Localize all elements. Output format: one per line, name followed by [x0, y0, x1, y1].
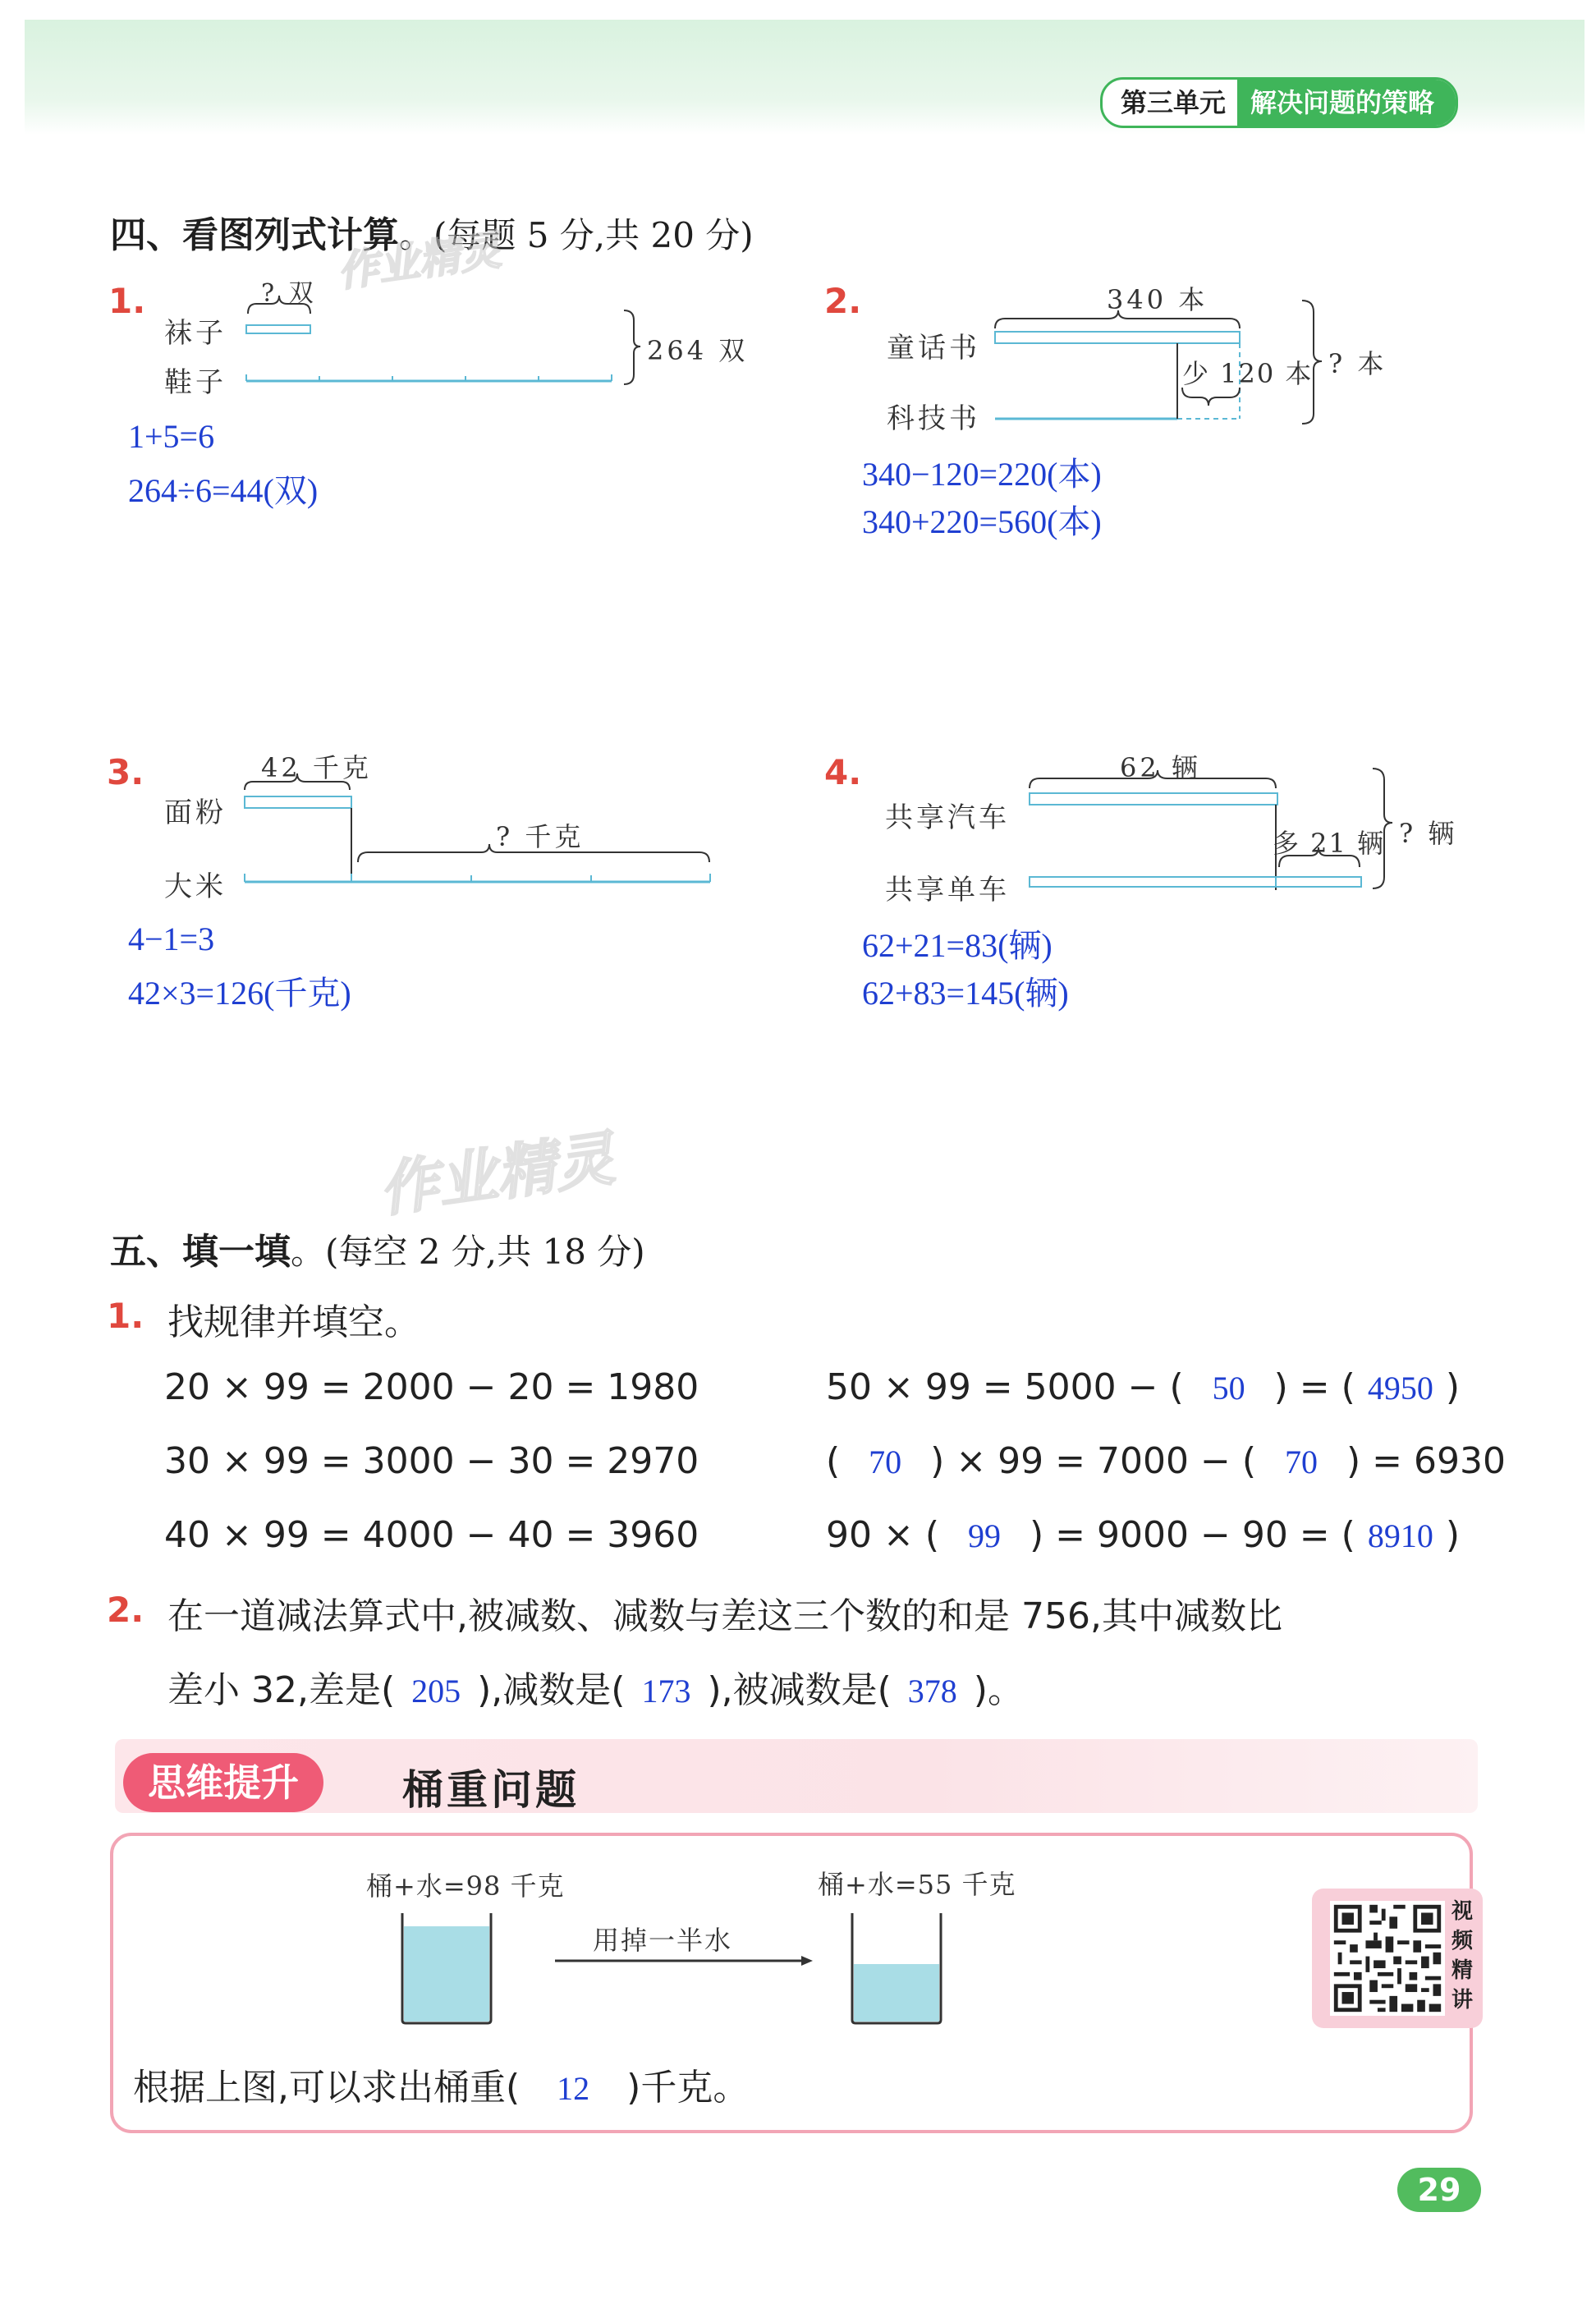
q2-total-label: ? 本 — [1328, 348, 1387, 379]
pattern-left-3: 40 × 99 = 4000 − 40 = 3960 — [164, 1514, 699, 1556]
arrow-label: 用掉一半水 — [593, 1925, 733, 1956]
section4-title-text: 四、看图列式计算 — [110, 214, 399, 256]
qr-video-label — [1452, 1897, 1476, 2015]
q1-answer-1: 1+5=6 — [128, 418, 215, 455]
pr3-a: 90 × ( — [826, 1514, 939, 1556]
s5-q2-l2b: ),减数是( — [477, 1669, 626, 1711]
qr-label-char-3: 精 — [1452, 1958, 1474, 1983]
s5-q2-line2 — [167, 1660, 1024, 1713]
unit-label: 第三单元 — [1121, 87, 1227, 118]
q2-answer-1: 340−120=220(本) — [862, 456, 1102, 493]
thinking-badge: 思维提升 — [123, 1753, 323, 1812]
pattern-left-1: 20 × 99 = 2000 − 20 = 1980 — [164, 1366, 699, 1408]
pattern-left-2: 30 × 99 = 3000 − 30 = 2970 — [164, 1440, 699, 1482]
bucket2-water — [854, 1964, 939, 2022]
q3-number: 3. — [107, 752, 144, 792]
q3-question-label: ? 千克 — [496, 821, 585, 852]
thinking-title: 桶重问题 — [402, 1765, 580, 1814]
section5-note: 。(每空 2 分,共 18 分) — [291, 1232, 645, 1272]
bucket2-diagram — [844, 1905, 951, 2028]
q4-top-label: 62 辆 — [1120, 752, 1201, 783]
pattern-right-2 — [826, 1440, 1506, 1482]
qr-label-char-1: 视 — [1452, 1899, 1474, 1924]
qr-code-icon[interactable] — [1330, 1901, 1445, 2016]
qr-label-char-2: 频 — [1452, 1929, 1474, 1953]
watermark-middle: 作业精灵 — [374, 1123, 619, 1225]
pr1-b: ) = ( — [1273, 1366, 1355, 1408]
q4-row2-label: 共享单车 — [885, 874, 1010, 906]
q1-row1-label: 袜子 — [164, 317, 227, 350]
q2-row2-label: 科技书 — [887, 402, 980, 435]
section4-note: 。(每题 5 分,共 20 分) — [399, 215, 754, 255]
q1-number: 1. — [108, 281, 146, 321]
q3-answer-1: 4−1=3 — [128, 920, 215, 957]
q1-total-label: 264 双 — [647, 335, 749, 366]
bucket1-water — [404, 1926, 489, 2022]
q1-diagram — [238, 296, 649, 394]
arrow-head — [801, 1956, 813, 1966]
q2-number: 2. — [824, 281, 862, 321]
s5-q2-blank-diff: 205 — [411, 1673, 461, 1710]
page-number: 29 — [1397, 2168, 1481, 2212]
thinking-answer: 12 — [557, 2070, 590, 2107]
pr3-blank-1: 99 — [968, 1517, 1001, 1554]
s5-q2-l2a: 差小 32,差是( — [167, 1669, 396, 1711]
pr3-blank-2: 8910 — [1367, 1517, 1433, 1554]
pattern-right-1 — [826, 1366, 1460, 1408]
q4-number: 4. — [824, 752, 862, 792]
section5-title — [110, 1222, 645, 1274]
pr2-b: ) × 99 = 7000 − ( — [930, 1440, 1256, 1482]
q4-answer-2: 62+83=145(辆) — [862, 975, 1069, 1012]
q2-less-label: 少 120 本 — [1182, 358, 1314, 389]
pr2-c: ) = 6930 — [1346, 1440, 1506, 1482]
s5-q2-l2c: ),被减数是( — [707, 1669, 892, 1711]
q4-row1-label: 共享汽车 — [885, 801, 1010, 834]
pr1-blank-1: 50 — [1212, 1370, 1245, 1407]
q1-row2-label: 鞋子 — [164, 366, 227, 399]
q1-answer-2: 264÷6=44(双) — [128, 472, 319, 509]
thinking-q-b: )千克。 — [626, 2067, 750, 2109]
q4-total-label: ? 辆 — [1399, 818, 1458, 849]
q4-answer-1: 62+21=83(辆) — [862, 927, 1053, 964]
topic-label: 解决问题的策略 — [1237, 80, 1456, 126]
q2-row1-label: 童话书 — [887, 332, 980, 365]
q3-diagram — [238, 772, 722, 895]
s5-q1-number: 1. — [107, 1296, 144, 1336]
s5-q2-l2d: )。 — [973, 1669, 1024, 1711]
q3-top-label: 42 千克 — [261, 752, 372, 783]
pr2-blank-2: 70 — [1285, 1443, 1318, 1480]
pr2-a: ( — [826, 1440, 841, 1482]
pr1-a: 50 × 99 = 5000 − ( — [826, 1366, 1184, 1408]
q4-more-label: 多 21 辆 — [1273, 828, 1386, 859]
s5-q2-line1: 在一道减法算式中,被减数、减数与差这三个数的和是 756,其中减数比 — [167, 1595, 1282, 1637]
thinking-question — [133, 2058, 749, 2110]
thinking-q-a: 根据上图,可以求出桶重( — [133, 2067, 521, 2109]
bucket2-label: 桶+水=55 千克 — [818, 1869, 1016, 1900]
s5-q2-number: 2. — [107, 1590, 144, 1630]
pattern-right-3 — [826, 1514, 1460, 1556]
watermark-top: 作业精灵 — [334, 226, 504, 296]
pr3-c: ) — [1445, 1514, 1460, 1556]
bucket-diagram — [394, 1905, 829, 2028]
q3-row1-label: 面粉 — [164, 796, 227, 829]
bucket1-label: 桶+水=98 千克 — [366, 1870, 565, 1902]
pr1-blank-2: 4950 — [1367, 1370, 1433, 1407]
q1-top-label: ? 双 — [261, 279, 317, 308]
q2-answer-2: 340+220=560(本) — [862, 503, 1102, 540]
qr-label-char-4: 讲 — [1452, 1988, 1474, 2013]
section5-title-text: 五、填一填 — [110, 1231, 291, 1273]
q2-top-label: 340 本 — [1107, 284, 1208, 315]
unit-tab — [1100, 77, 1458, 128]
pr3-b: ) = 9000 − 90 = ( — [1030, 1514, 1355, 1556]
q3-row2-label: 大米 — [164, 870, 227, 903]
pr2-blank-1: 70 — [869, 1443, 902, 1480]
s5-q2-blank-min: 378 — [907, 1673, 957, 1710]
s5-q2-blank-sub: 173 — [641, 1673, 691, 1710]
s5-q1-prompt: 找规律并填空。 — [167, 1301, 420, 1343]
pr1-c: ) — [1445, 1366, 1460, 1408]
q3-answer-2: 42×3=126(千克) — [128, 975, 351, 1012]
